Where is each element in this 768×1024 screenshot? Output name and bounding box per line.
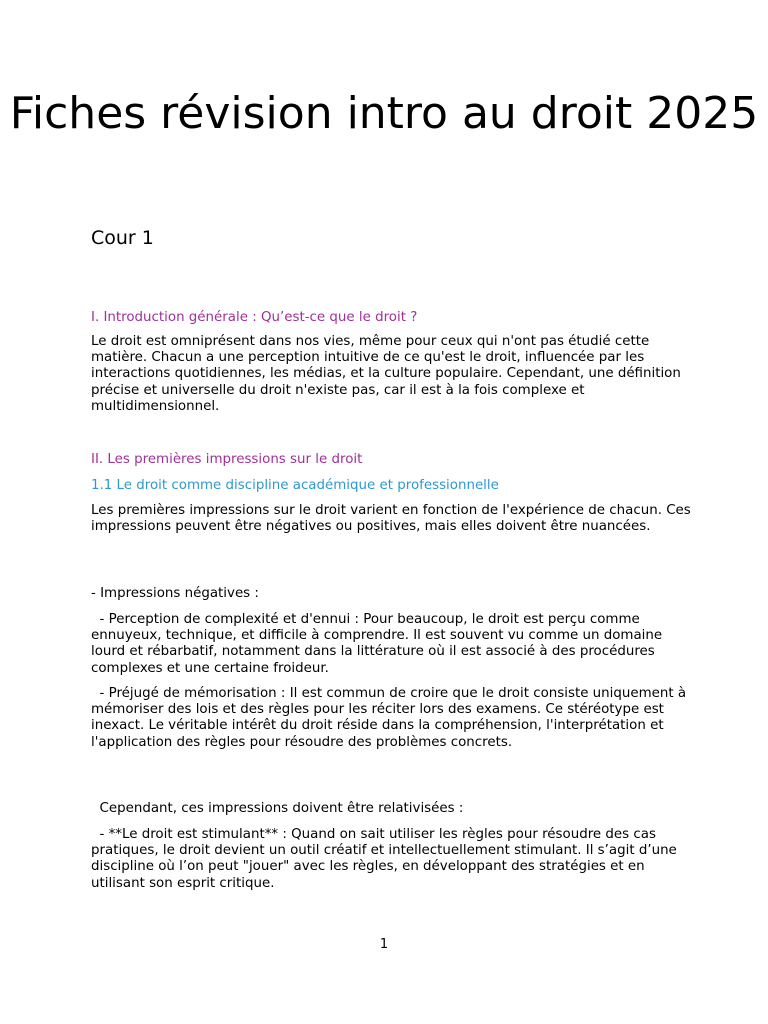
negative-impression-1: - Perception de complexité et d'ennui : Pour beaucoup, le droit est perçu comme ennuyeux, technique, et difficile à comprendre. Il est souvent vu comme un domaine lourd et rébarbatif, notamment dans la littérature où il est associé à des procédures complexes et une certaine froideur. xyxy=(91,612,667,676)
section-2-intro-paragraph: Les premières impressions sur le droit varient en fonction de l'expérience de chacun. Ces impressions peuvent être négatives ou positives, mais elles doivent être nuancées. xyxy=(91,503,691,535)
however-paragraph: Cependant, ces impressions doivent être relativisées : xyxy=(91,801,464,816)
section-1-heading: I. Introduction générale : Qu’est-ce que le droit ? xyxy=(91,310,418,325)
section-2-heading: II. Les premières impressions sur le droit xyxy=(91,452,363,467)
negative-impressions-label: - Impressions négatives : xyxy=(91,586,259,601)
document-title: Fiches révision intro au droit 2025 xyxy=(9,88,759,139)
course-label: Cour 1 xyxy=(91,227,154,249)
section-1-paragraph: Le droit est omniprésent dans nos vies, même pour ceux qui n'ont pas étudié cette matière. Chacun a une perception intuitive de ce qu'est le droit, influencée par les interactions quotidiennes, les médias, et la culture populaire. Cependant, une définition précise et universelle du droit n'existe pas, car il est à la fois complexe et multidimensionnel. xyxy=(91,334,681,414)
positive-impression-1: - **Le droit est stimulant** : Quand on sait utiliser les règles pour résoudre des cas pratiques, le droit devient un outil créatif et intellectuellement stimulant. Il s’agit d’une discipline où l’on peut "jouer" avec les règles, en développant des stratégies et en utilisant son esprit critique. xyxy=(91,827,682,891)
section-2-subheading: 1.1 Le droit comme discipline académique et professionnelle xyxy=(91,478,499,493)
negative-impression-2: - Préjugé de mémorisation : Il est commun de croire que le droit consiste uniquement à mémoriser des lois et des règles pour les réciter lors des examens. Ce stéréotype est inexact. Le véritable intérêt du droit réside dans la compréhension, l'interprétation et l'application des règles pour résoudre des problèmes concrets. xyxy=(91,686,691,750)
page-number: 1 xyxy=(379,937,389,952)
